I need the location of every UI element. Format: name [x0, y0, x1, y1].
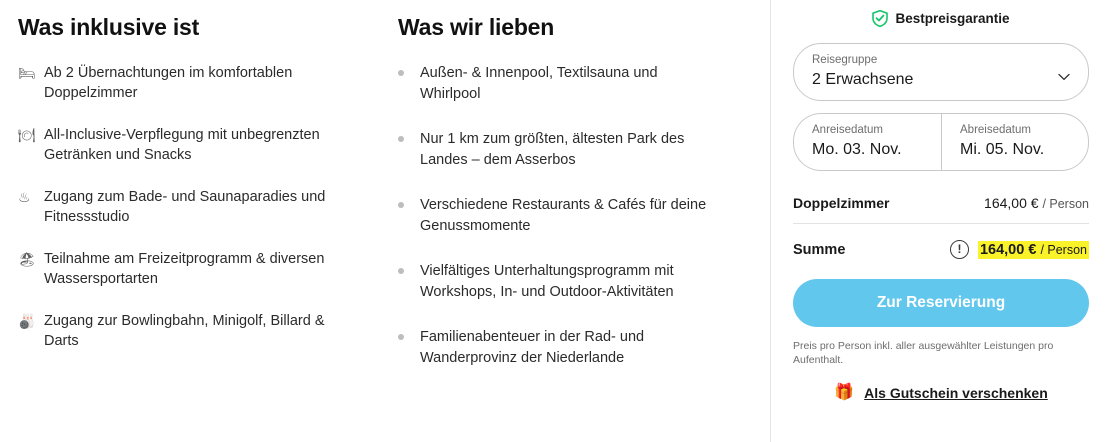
loved-item-text: Nur 1 km zum größten, ältesten Park des Landes – dem Asserbos: [420, 131, 685, 168]
list-item: [18, 311, 348, 351]
total-amount: 164,00 €: [979, 241, 1037, 258]
loved-title: Was wir lieben: [398, 14, 555, 40]
list-item: [398, 327, 728, 369]
included-title: Was inklusive ist: [18, 14, 200, 40]
voucher-link[interactable]: [793, 385, 1089, 401]
bullet-icon: [398, 63, 420, 76]
included-item-text: Zugang zum Bade- und Saunaparadies und Fitnessstudio: [44, 189, 326, 225]
total-per: / Person: [1040, 242, 1087, 257]
included-item-text: Zugang zur Bowlingbahn, Minigolf, Billard & Darts: [44, 313, 325, 349]
list-item: [398, 261, 728, 303]
departure-date-field[interactable]: [941, 113, 1089, 171]
loved-item-text: Außen- & Innenpool, Textilsauna und Whirlpool: [420, 65, 658, 102]
total-row: [793, 224, 1089, 273]
list-item: [18, 249, 348, 289]
best-price-guarantee: [793, 10, 1089, 27]
list-item: [398, 63, 728, 105]
included-item-text: Ab 2 Übernachtungen im komfortablen Doppelzimmer: [44, 65, 293, 101]
arrival-date-label: Anreisedatum: [812, 124, 883, 136]
total-label: Summe: [793, 241, 846, 258]
voucher-label[interactable]: Als Gutschein verschenken: [864, 385, 1048, 401]
included-item-text: Teilnahme am Freizeitprogramm & diversen Wassersportarten: [44, 251, 325, 287]
meal-icon: 🍽: [18, 127, 36, 143]
arrival-date-field[interactable]: [793, 113, 941, 171]
bowling-icon: 🎳: [18, 313, 36, 329]
reserve-button[interactable]: Zur Reservierung: [793, 279, 1089, 327]
list-item: [398, 195, 728, 237]
included-column: [18, 0, 378, 442]
travel-group-value: 2 Erwachsene: [812, 71, 914, 88]
bullet-icon: [398, 327, 420, 340]
guarantee-label: Bestpreisgarantie: [895, 11, 1010, 26]
arrival-date-value: Mo. 03. Nov.: [812, 141, 902, 158]
travel-group-label: Reisegruppe: [812, 54, 878, 66]
list-item: [18, 187, 348, 227]
room-price-per: / Person: [1042, 197, 1089, 211]
bed-icon: 🛏: [18, 65, 36, 81]
list-item: [398, 129, 728, 171]
room-price-amount: 164,00 €: [984, 195, 1039, 211]
status-badge: [978, 241, 1089, 259]
departure-date-label: Abreisedatum: [960, 124, 1031, 136]
list-item: [18, 125, 348, 165]
loved-item-text: Vielfältiges Unterhaltungsprogramm mit Workshops, In- und Outdoor-Aktivitäten: [420, 263, 674, 300]
room-price-row: [793, 191, 1089, 224]
room-price: [984, 195, 1089, 211]
included-list: [18, 63, 348, 351]
loved-item-text: Familienabenteuer in der Rad- und Wanderprovinz der Niederlande: [420, 329, 645, 366]
activities-icon: 🏖: [18, 251, 36, 267]
list-item: [18, 63, 348, 103]
departure-date-value: Mi. 05. Nov.: [960, 141, 1045, 158]
travel-group-select[interactable]: [793, 43, 1089, 101]
chevron-down-icon: [1058, 68, 1070, 76]
gift-icon: 🎁: [834, 384, 855, 401]
date-fields: [793, 113, 1089, 171]
price-fineprint: Preis pro Person inkl. aller ausgewählter Leistungen pro Aufenthalt.: [793, 340, 1054, 366]
room-type-label: Doppelzimmer: [793, 195, 890, 211]
loved-column: [398, 0, 758, 442]
bullet-icon: [398, 261, 420, 274]
spa-icon: ♨: [18, 189, 31, 205]
booking-panel: [771, 0, 1111, 442]
bullet-icon: [398, 195, 420, 208]
bullet-icon: [398, 129, 420, 142]
loved-item-text: Verschiedene Restaurants & Cafés für deine Genussmomente: [420, 197, 707, 234]
info-icon[interactable]: !: [950, 240, 969, 259]
total-value-group: [950, 240, 1089, 259]
loved-list: [398, 63, 728, 369]
included-item-text: All-Inclusive-Verpflegung mit unbegrenzten Getränken und Snacks: [44, 127, 320, 163]
shield-check-icon: [872, 10, 888, 27]
